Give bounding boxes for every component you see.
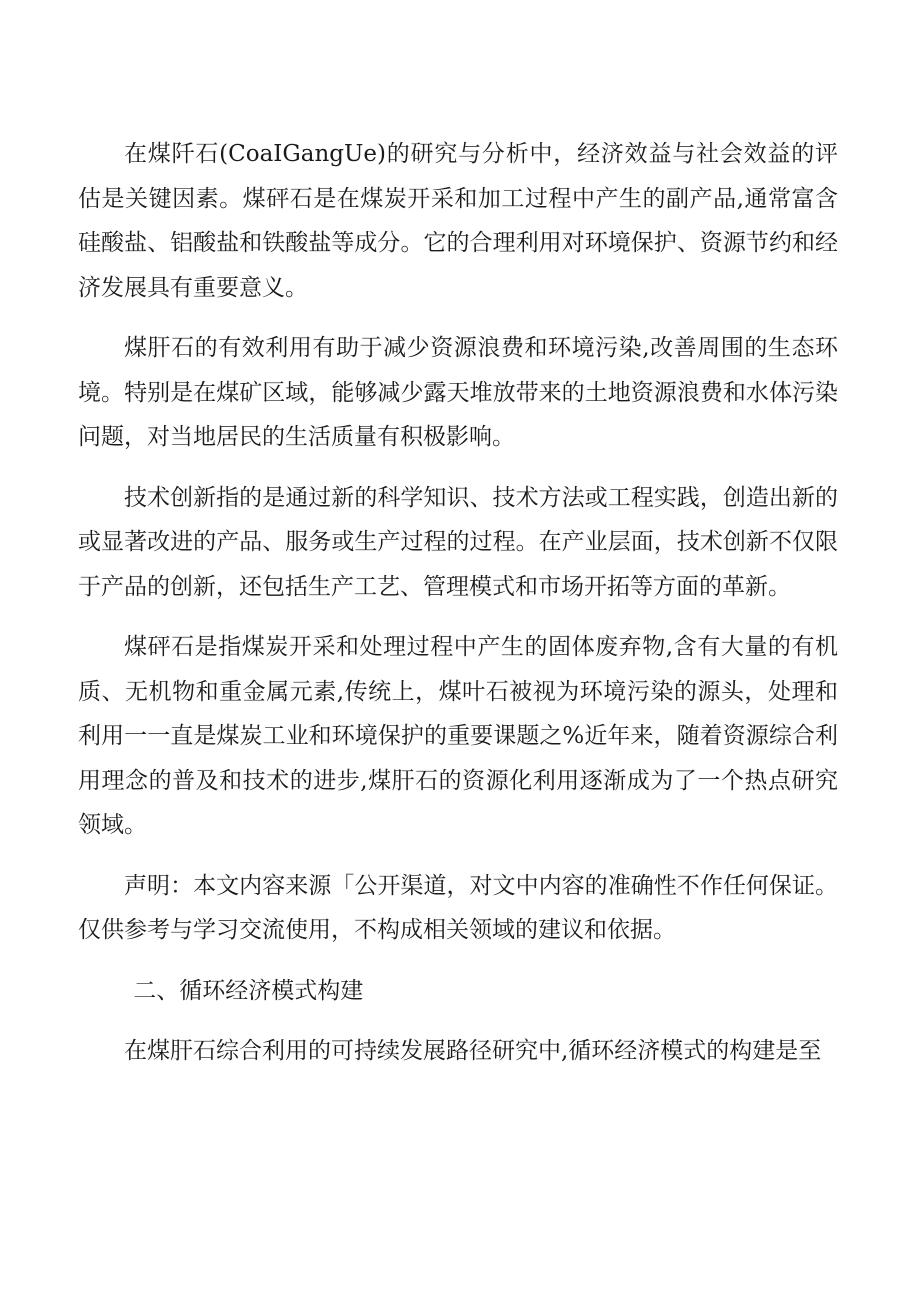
paragraph-gangue-definition: 煤砰石是指煤炭开采和处理过程中产生的固体废弃物,含有大量的有机质、无机物和重金属元素,传统上，煤叶石被视为环境污染的源头，处理和利用一一直是煤炭工业和环境保护的重要课题之%近年来，随着资源综合利用理念的普及和技术的进步,煤肝石的资源化利用逐渐成为了一个热点研究领域。 bbox=[78, 634, 838, 838]
paragraph-technical-innovation: 技术创新指的是通过新的科学知识、技术方法或工程实践，创造出新的或显著改进的产品、服务或生产过程的过程。在产业层面，技术创新不仅限于产品的创新，还包括生产工艺、管理模式和市场开拓等方面的革新。 bbox=[78, 484, 838, 600]
paragraph-environmental-benefits: 煤肝石的有效利用有助于减少资源浪费和环境污染,改善周围的生态环境。特别是在煤矿区域，能够减少露天堆放带来的土地资源浪费和水体污染问题，对当地居民的生活质量有积极影响。 bbox=[78, 335, 838, 450]
section-heading: 二、循环经济模式构建 bbox=[133, 977, 364, 1004]
paragraph-disclaimer: 声明：本文内容来源「公开渠道，对文中内容的准确性不作任何保证。仅供参考与学习交流使用，不构成相关领域的建议和依据。 bbox=[78, 872, 838, 943]
document-body bbox=[78, 132, 838, 1090]
paragraph-economic-social-benefits: 在煤阡石(CoaIGangUe)的研究与分析中，经济效益与社会效益的评估是关键因素。煤砰石是在煤炭开采和加工过程中产生的副产品,通常富含硅酸盐、铝酸盐和铁酸盐等成分。它的合理利用对环境保护、资源节约和经济发展具有重要意义。 bbox=[78, 141, 838, 301]
paragraph-circular-economy: 在煤肝石综合利用的可持续发展路径研究中,循环经济模式的构建是至 bbox=[124, 1038, 822, 1064]
